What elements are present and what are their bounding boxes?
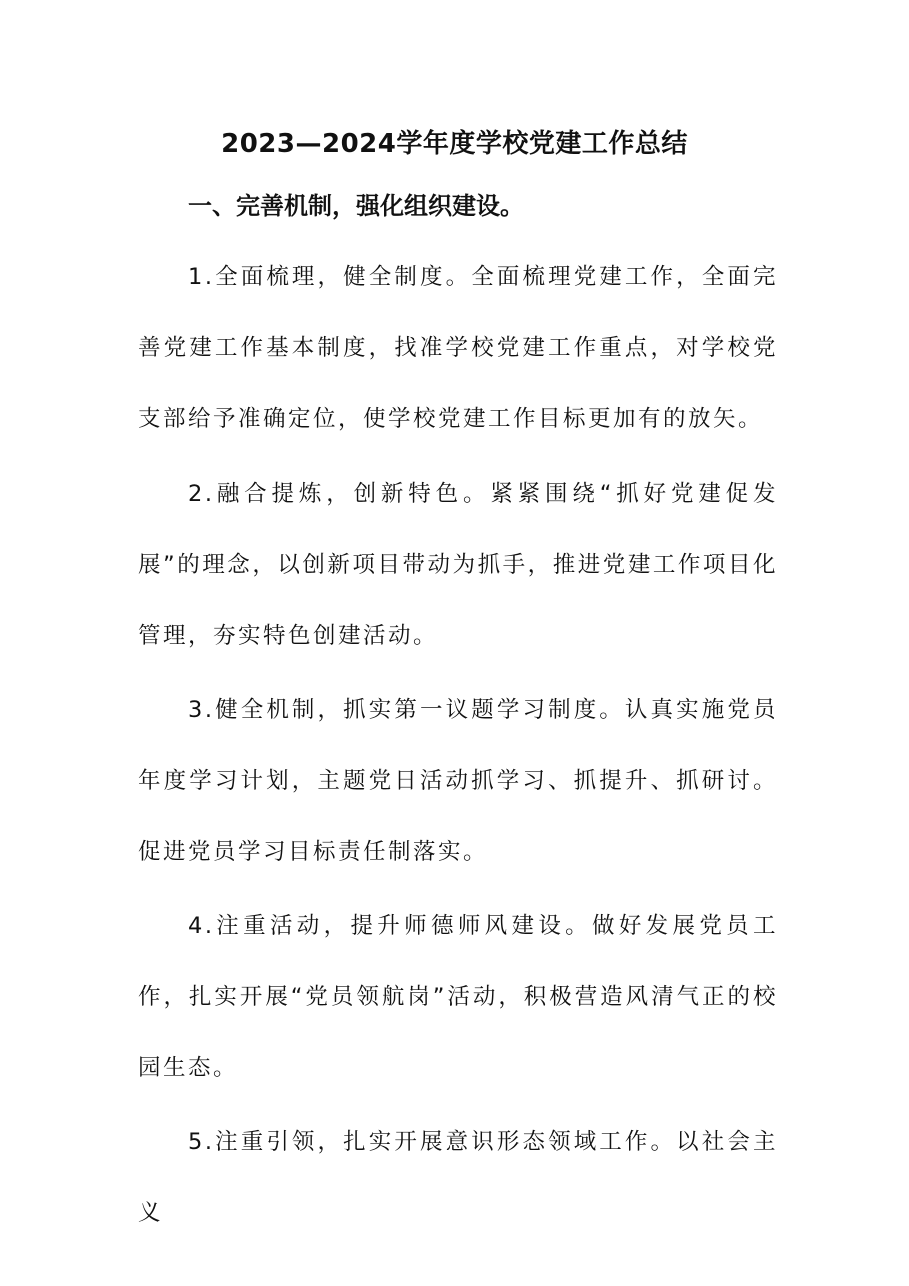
section-heading: 一、完善机制，强化组织建设。 <box>188 192 524 220</box>
paragraph-4: 4.注重活动，提升师德师风建设。做好发展党员工作，扎实开展“党员领航岗”活动，积极营造风清气正的校园生态。 <box>138 913 778 1081</box>
paragraph-1: 1.全面梳理，健全制度。全面梳理党建工作，全面完善党建工作基本制度，找准学校党建工作重点，对学校党支部给予准确定位，使学校党建工作目标更加有的放矢。 <box>138 264 778 432</box>
document-title: 2023—2024学年度学校党建工作总结 <box>221 129 688 159</box>
paragraph-2: 2.融合提炼，创新特色。紧紧围绕“抓好党建促发展”的理念，以创新项目带动为抓手，推进党建工作项目化管理，夯实特色创建活动。 <box>138 481 778 649</box>
paragraph-3: 3.健全机制，抓实第一议题学习制度。认真实施党员年度学习计划，主题党日活动抓学习、抓提升、抓研讨。促进党员学习目标责任制落实。 <box>138 697 778 865</box>
paragraph-5: 5.注重引领，扎实开展意识形态领域工作。以社会主义 <box>138 1129 778 1226</box>
